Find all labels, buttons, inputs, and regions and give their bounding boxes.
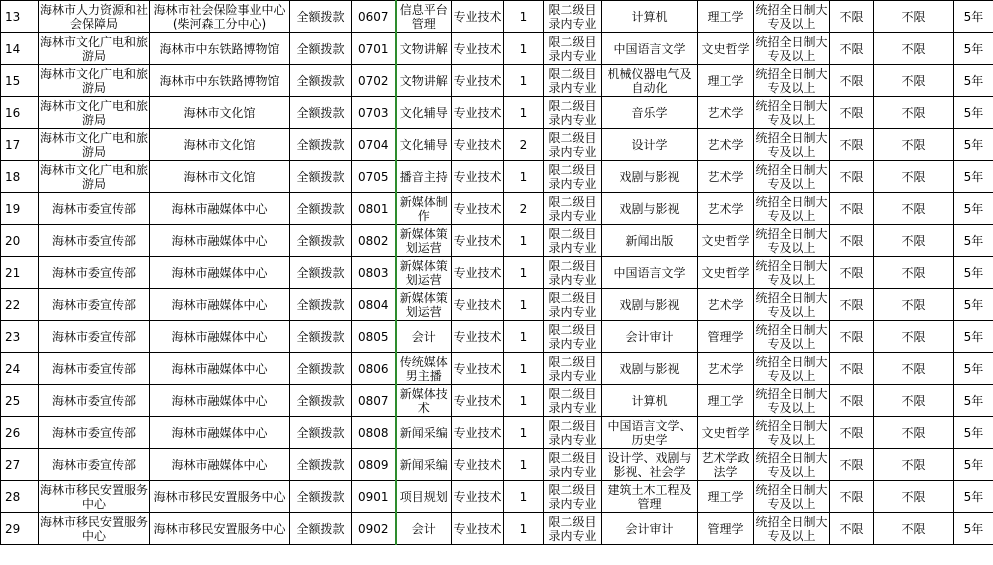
row-number-cell: 24 <box>1 353 39 385</box>
hiring-unit-cell: 海林市文化馆 <box>150 129 290 161</box>
major-cell: 设计学、戏剧与影视、社会学 <box>602 449 698 481</box>
education-scope-cell: 限二级目录内专业 <box>544 385 602 417</box>
service-term-cell: 5年 <box>954 1 993 33</box>
table-row <box>1 481 993 513</box>
service-term-cell: 5年 <box>954 65 993 97</box>
education-requirement-cell: 统招全日制大专及以上 <box>755 258 828 287</box>
department-cell: 海林市委宣传部 <box>39 417 150 449</box>
age-limit-cell: 不限 <box>830 257 874 289</box>
major-cell: 音乐学 <box>602 97 698 129</box>
education-requirement-cell: 统招全日制大专及以上 <box>755 66 828 95</box>
other-limit-cell: 不限 <box>874 65 954 97</box>
department-cell: 海林市委宣传部 <box>39 289 150 321</box>
hiring-unit-cell: 海林市融媒体中心 <box>150 257 290 289</box>
other-limit-cell: 不限 <box>874 513 954 545</box>
position-name-cell: 新媒体策划运营 <box>396 225 452 257</box>
discipline-cell: 艺术学 <box>698 129 754 161</box>
position-name-cell: 播音主持 <box>396 161 452 193</box>
table-row <box>1 193 993 225</box>
hiring-unit-cell: 海林市文化馆 <box>150 161 290 193</box>
position-category-cell: 专业技术 <box>452 1 504 33</box>
discipline-cell: 艺术学 <box>698 289 754 321</box>
education-requirement-cell: 统招全日制大专及以上 <box>755 354 828 383</box>
row-number-cell: 18 <box>1 161 39 193</box>
education-requirement-cell: 统招全日制大专及以上 <box>755 482 828 511</box>
row-number-cell: 27 <box>1 449 39 481</box>
education-scope-cell: 限二级目录内专业 <box>544 289 602 321</box>
discipline-cell: 管理学 <box>698 513 754 545</box>
position-code-cell: 0802 <box>352 225 396 257</box>
row-number-cell: 23 <box>1 321 39 353</box>
table-row <box>1 353 993 385</box>
education-scope-cell: 限二级目录内专业 <box>544 97 602 129</box>
row-number-cell: 29 <box>1 513 39 545</box>
major-cell: 新闻出版 <box>602 225 698 257</box>
service-term-cell: 5年 <box>954 449 993 481</box>
age-limit-cell: 不限 <box>830 289 874 321</box>
service-term-cell: 5年 <box>954 129 993 161</box>
service-term-cell: 5年 <box>954 193 993 225</box>
row-number-cell: 28 <box>1 481 39 513</box>
hire-count-cell: 1 <box>504 321 544 353</box>
hiring-unit-cell: 海林市中东铁路博物馆 <box>150 33 290 65</box>
education-requirement-cell: 统招全日制大专及以上 <box>755 98 828 127</box>
discipline-cell: 文史哲学 <box>698 33 754 65</box>
hire-count-cell: 1 <box>504 481 544 513</box>
table-row <box>1 257 993 289</box>
major-cell: 会计审计 <box>602 321 698 353</box>
education-scope-cell: 限二级目录内专业 <box>544 257 602 289</box>
table-row <box>1 449 993 481</box>
discipline-cell: 理工学 <box>698 1 754 33</box>
education-requirement-cell: 统招全日制大专及以上 <box>755 290 828 319</box>
service-term-cell: 5年 <box>954 161 993 193</box>
service-term-cell: 5年 <box>954 225 993 257</box>
funding-type-cell: 全额拨款 <box>290 1 352 33</box>
hire-count-cell: 1 <box>504 289 544 321</box>
position-code-cell: 0701 <box>352 33 396 65</box>
row-number-cell: 16 <box>1 97 39 129</box>
table-row <box>1 417 993 449</box>
service-term-cell: 5年 <box>954 385 993 417</box>
funding-type-cell: 全额拨款 <box>290 129 352 161</box>
position-code-cell: 0803 <box>352 257 396 289</box>
hiring-unit-cell: 海林市融媒体中心 <box>150 289 290 321</box>
hire-count-cell: 1 <box>504 385 544 417</box>
education-scope-cell: 限二级目录内专业 <box>544 353 602 385</box>
department-cell: 海林市委宣传部 <box>39 385 150 417</box>
discipline-cell: 艺术学 <box>698 161 754 193</box>
other-limit-cell: 不限 <box>874 385 954 417</box>
row-number-cell: 19 <box>1 193 39 225</box>
education-requirement-cell: 统招全日制大专及以上 <box>755 2 828 31</box>
position-name-cell: 项目规划 <box>396 481 452 513</box>
service-term-cell: 5年 <box>954 513 993 545</box>
hiring-unit-cell: 海林市融媒体中心 <box>150 353 290 385</box>
position-name-cell: 新媒体制作 <box>396 193 452 225</box>
service-term-cell: 5年 <box>954 353 993 385</box>
education-requirement-cell: 统招全日制大专及以上 <box>755 450 828 479</box>
major-cell: 戏剧与影视 <box>602 289 698 321</box>
education-scope-cell: 限二级目录内专业 <box>544 417 602 449</box>
department-cell: 海林市文化广电和旅游局 <box>40 162 149 191</box>
age-limit-cell: 不限 <box>830 481 874 513</box>
education-scope-cell: 限二级目录内专业 <box>544 1 602 33</box>
funding-type-cell: 全额拨款 <box>290 481 352 513</box>
funding-type-cell: 全额拨款 <box>290 385 352 417</box>
funding-type-cell: 全额拨款 <box>290 161 352 193</box>
hire-count-cell: 2 <box>504 129 544 161</box>
hire-count-cell: 1 <box>504 417 544 449</box>
hiring-unit-cell: 海林市融媒体中心 <box>150 225 290 257</box>
other-limit-cell: 不限 <box>874 321 954 353</box>
position-code-cell: 0805 <box>352 321 396 353</box>
table-row <box>1 289 993 321</box>
position-category-cell: 专业技术 <box>452 193 504 225</box>
department-cell: 海林市文化广电和旅游局 <box>40 130 149 159</box>
department-cell: 海林市委宣传部 <box>39 225 150 257</box>
discipline-cell: 文史哲学 <box>698 417 754 449</box>
discipline-cell: 理工学 <box>698 65 754 97</box>
position-code-cell: 0704 <box>352 129 396 161</box>
position-name-cell: 新媒体策划运营 <box>396 289 452 321</box>
position-name-cell: 新闻采编 <box>396 417 452 449</box>
education-requirement-cell: 统招全日制大专及以上 <box>755 514 828 543</box>
table-row <box>1 385 993 417</box>
row-number-cell: 26 <box>1 417 39 449</box>
funding-type-cell: 全额拨款 <box>290 353 352 385</box>
major-cell: 戏剧与影视 <box>602 193 698 225</box>
row-number-cell: 20 <box>1 225 39 257</box>
major-cell: 戏剧与影视 <box>602 161 698 193</box>
position-category-cell: 专业技术 <box>452 65 504 97</box>
education-requirement-cell: 统招全日制大专及以上 <box>755 322 828 351</box>
funding-type-cell: 全额拨款 <box>290 289 352 321</box>
discipline-cell: 文史哲学 <box>698 225 754 257</box>
hire-count-cell: 1 <box>504 65 544 97</box>
hiring-unit-cell: 海林市融媒体中心 <box>150 193 290 225</box>
age-limit-cell: 不限 <box>830 97 874 129</box>
funding-type-cell: 全额拨款 <box>290 193 352 225</box>
discipline-cell: 理工学 <box>698 385 754 417</box>
major-cell: 中国语言文学 <box>602 257 698 289</box>
department-cell: 海林市移民安置服务中心 <box>40 514 149 543</box>
position-name-cell: 文物讲解 <box>396 33 452 65</box>
position-category-cell: 专业技术 <box>452 225 504 257</box>
table-row <box>1 1 993 33</box>
hiring-unit-cell: 海林市融媒体中心 <box>150 417 290 449</box>
service-term-cell: 5年 <box>954 481 993 513</box>
position-category-cell: 专业技术 <box>452 353 504 385</box>
hire-count-cell: 1 <box>504 353 544 385</box>
table-row <box>1 129 993 161</box>
age-limit-cell: 不限 <box>830 225 874 257</box>
position-name-cell: 文化辅导 <box>396 129 452 161</box>
age-limit-cell: 不限 <box>830 513 874 545</box>
position-category-cell: 专业技术 <box>452 513 504 545</box>
position-code-cell: 0901 <box>352 481 396 513</box>
position-code-cell: 0607 <box>352 1 396 33</box>
department-cell: 海林市委宣传部 <box>39 257 150 289</box>
education-requirement-cell: 统招全日制大专及以上 <box>755 34 828 63</box>
row-number-cell: 25 <box>1 385 39 417</box>
funding-type-cell: 全额拨款 <box>290 33 352 65</box>
table-row <box>1 65 993 97</box>
education-scope-cell: 限二级目录内专业 <box>544 321 602 353</box>
hiring-unit-cell: 海林市中东铁路博物馆 <box>150 65 290 97</box>
education-scope-cell: 限二级目录内专业 <box>544 65 602 97</box>
major-cell: 机械仪器电气及自动化 <box>602 65 698 97</box>
department-cell: 海林市人力资源和社会保障局 <box>40 2 149 31</box>
row-number-cell: 15 <box>1 65 39 97</box>
service-term-cell: 5年 <box>954 257 993 289</box>
discipline-cell: 理工学 <box>698 481 754 513</box>
major-cell: 建筑土木工程及管理 <box>602 481 698 513</box>
other-limit-cell: 不限 <box>874 1 954 33</box>
department-cell: 海林市委宣传部 <box>39 353 150 385</box>
hire-count-cell: 1 <box>504 161 544 193</box>
other-limit-cell: 不限 <box>874 257 954 289</box>
other-limit-cell: 不限 <box>874 97 954 129</box>
age-limit-cell: 不限 <box>830 353 874 385</box>
age-limit-cell: 不限 <box>830 65 874 97</box>
funding-type-cell: 全额拨款 <box>290 513 352 545</box>
position-category-cell: 专业技术 <box>452 321 504 353</box>
position-code-cell: 0801 <box>352 193 396 225</box>
department-cell: 海林市委宣传部 <box>39 321 150 353</box>
service-term-cell: 5年 <box>954 97 993 129</box>
department-cell: 海林市委宣传部 <box>39 193 150 225</box>
position-code-cell: 0705 <box>352 161 396 193</box>
education-requirement-cell: 统招全日制大专及以上 <box>755 194 828 223</box>
hiring-unit-cell: 海林市融媒体中心 <box>150 449 290 481</box>
department-cell: 海林市文化广电和旅游局 <box>40 98 149 127</box>
table-row <box>1 97 993 129</box>
position-category-cell: 专业技术 <box>452 129 504 161</box>
position-category-cell: 专业技术 <box>452 417 504 449</box>
row-number-cell: 13 <box>1 1 39 33</box>
funding-type-cell: 全额拨款 <box>290 65 352 97</box>
funding-type-cell: 全额拨款 <box>290 321 352 353</box>
department-cell: 海林市文化广电和旅游局 <box>40 66 149 95</box>
position-category-cell: 专业技术 <box>452 481 504 513</box>
discipline-cell: 艺术学 <box>698 193 754 225</box>
age-limit-cell: 不限 <box>830 129 874 161</box>
education-scope-cell: 限二级目录内专业 <box>544 129 602 161</box>
education-scope-cell: 限二级目录内专业 <box>544 193 602 225</box>
table-row <box>1 33 993 65</box>
hire-count-cell: 1 <box>504 449 544 481</box>
position-code-cell: 0809 <box>352 449 396 481</box>
row-number-cell: 21 <box>1 257 39 289</box>
department-cell: 海林市文化广电和旅游局 <box>40 34 149 63</box>
discipline-cell: 艺术学 <box>698 353 754 385</box>
education-requirement-cell: 统招全日制大专及以上 <box>755 162 828 191</box>
position-code-cell: 0902 <box>352 513 396 545</box>
row-number-cell: 22 <box>1 289 39 321</box>
major-cell: 计算机 <box>602 1 698 33</box>
hire-count-cell: 1 <box>504 1 544 33</box>
other-limit-cell: 不限 <box>874 289 954 321</box>
age-limit-cell: 不限 <box>830 193 874 225</box>
hire-count-cell: 1 <box>504 257 544 289</box>
discipline-cell: 艺术学政法学 <box>698 449 754 481</box>
education-scope-cell: 限二级目录内专业 <box>544 161 602 193</box>
table-row <box>1 513 993 545</box>
education-requirement-cell: 统招全日制大专及以上 <box>755 226 828 255</box>
age-limit-cell: 不限 <box>830 161 874 193</box>
position-name-cell: 新闻采编 <box>396 449 452 481</box>
position-category-cell: 专业技术 <box>452 33 504 65</box>
position-code-cell: 0808 <box>352 417 396 449</box>
position-code-cell: 0702 <box>352 65 396 97</box>
position-name-cell: 会计 <box>396 513 452 545</box>
other-limit-cell: 不限 <box>874 129 954 161</box>
other-limit-cell: 不限 <box>874 417 954 449</box>
position-code-cell: 0807 <box>352 385 396 417</box>
department-cell: 海林市委宣传部 <box>39 449 150 481</box>
discipline-cell: 文史哲学 <box>698 257 754 289</box>
funding-type-cell: 全额拨款 <box>290 257 352 289</box>
major-cell: 中国语言文学、历史学 <box>602 417 698 449</box>
position-category-cell: 专业技术 <box>452 97 504 129</box>
hiring-unit-cell: 海林市融媒体中心 <box>150 385 290 417</box>
age-limit-cell: 不限 <box>830 449 874 481</box>
position-category-cell: 专业技术 <box>452 385 504 417</box>
service-term-cell: 5年 <box>954 417 993 449</box>
other-limit-cell: 不限 <box>874 225 954 257</box>
education-requirement-cell: 统招全日制大专及以上 <box>755 418 828 447</box>
other-limit-cell: 不限 <box>874 193 954 225</box>
other-limit-cell: 不限 <box>874 449 954 481</box>
hiring-unit-cell: 海林市移民安置服务中心 <box>150 513 290 545</box>
age-limit-cell: 不限 <box>830 1 874 33</box>
position-name-cell: 传统媒体男主播 <box>396 353 452 385</box>
table-row <box>1 321 993 353</box>
age-limit-cell: 不限 <box>830 321 874 353</box>
position-code-cell: 0806 <box>352 353 396 385</box>
position-code-cell: 0804 <box>352 289 396 321</box>
position-name-cell: 文化辅导 <box>396 97 452 129</box>
hire-count-cell: 1 <box>504 225 544 257</box>
service-term-cell: 5年 <box>954 33 993 65</box>
major-cell: 设计学 <box>602 129 698 161</box>
discipline-cell: 艺术学 <box>698 97 754 129</box>
hiring-unit-cell: 海林市移民安置服务中心 <box>150 481 290 513</box>
hiring-unit-cell: 海林市文化馆 <box>150 97 290 129</box>
education-scope-cell: 限二级目录内专业 <box>544 449 602 481</box>
position-code-cell: 0703 <box>352 97 396 129</box>
major-cell: 会计审计 <box>602 513 698 545</box>
position-name-cell: 新媒体技术 <box>396 385 452 417</box>
hire-count-cell: 2 <box>504 193 544 225</box>
service-term-cell: 5年 <box>954 289 993 321</box>
funding-type-cell: 全额拨款 <box>290 225 352 257</box>
education-scope-cell: 限二级目录内专业 <box>544 481 602 513</box>
age-limit-cell: 不限 <box>830 385 874 417</box>
hire-count-cell: 1 <box>504 513 544 545</box>
education-scope-cell: 限二级目录内专业 <box>544 513 602 545</box>
major-cell: 计算机 <box>602 385 698 417</box>
education-scope-cell: 限二级目录内专业 <box>544 225 602 257</box>
position-name-cell: 新媒体策划运营 <box>396 257 452 289</box>
discipline-cell: 管理学 <box>698 321 754 353</box>
funding-type-cell: 全额拨款 <box>290 97 352 129</box>
position-category-cell: 专业技术 <box>452 449 504 481</box>
table-row <box>1 225 993 257</box>
table-row <box>1 161 993 193</box>
education-scope-cell: 限二级目录内专业 <box>544 33 602 65</box>
other-limit-cell: 不限 <box>874 353 954 385</box>
position-category-cell: 专业技术 <box>452 257 504 289</box>
major-cell: 中国语言文学 <box>602 33 698 65</box>
education-requirement-cell: 统招全日制大专及以上 <box>755 130 828 159</box>
department-cell: 海林市移民安置服务中心 <box>40 482 149 511</box>
position-name-cell: 信息平台管理 <box>396 1 452 33</box>
hire-count-cell: 1 <box>504 97 544 129</box>
funding-type-cell: 全额拨款 <box>290 449 352 481</box>
other-limit-cell: 不限 <box>874 161 954 193</box>
funding-type-cell: 全额拨款 <box>290 417 352 449</box>
position-name-cell: 文物讲解 <box>396 65 452 97</box>
position-name-cell: 会计 <box>396 321 452 353</box>
other-limit-cell: 不限 <box>874 33 954 65</box>
hiring-unit-cell: 海林市融媒体中心 <box>150 321 290 353</box>
row-number-cell: 17 <box>1 129 39 161</box>
other-limit-cell: 不限 <box>874 481 954 513</box>
age-limit-cell: 不限 <box>830 33 874 65</box>
education-requirement-cell: 统招全日制大专及以上 <box>755 386 828 415</box>
row-number-cell: 14 <box>1 33 39 65</box>
age-limit-cell: 不限 <box>830 417 874 449</box>
hire-count-cell: 1 <box>504 33 544 65</box>
major-cell: 戏剧与影视 <box>602 353 698 385</box>
position-category-cell: 专业技术 <box>452 289 504 321</box>
hiring-unit-cell: 海林市社会保险事业中心(柴河森工分中心) <box>150 1 290 33</box>
position-category-cell: 专业技术 <box>452 161 504 193</box>
service-term-cell: 5年 <box>954 321 993 353</box>
